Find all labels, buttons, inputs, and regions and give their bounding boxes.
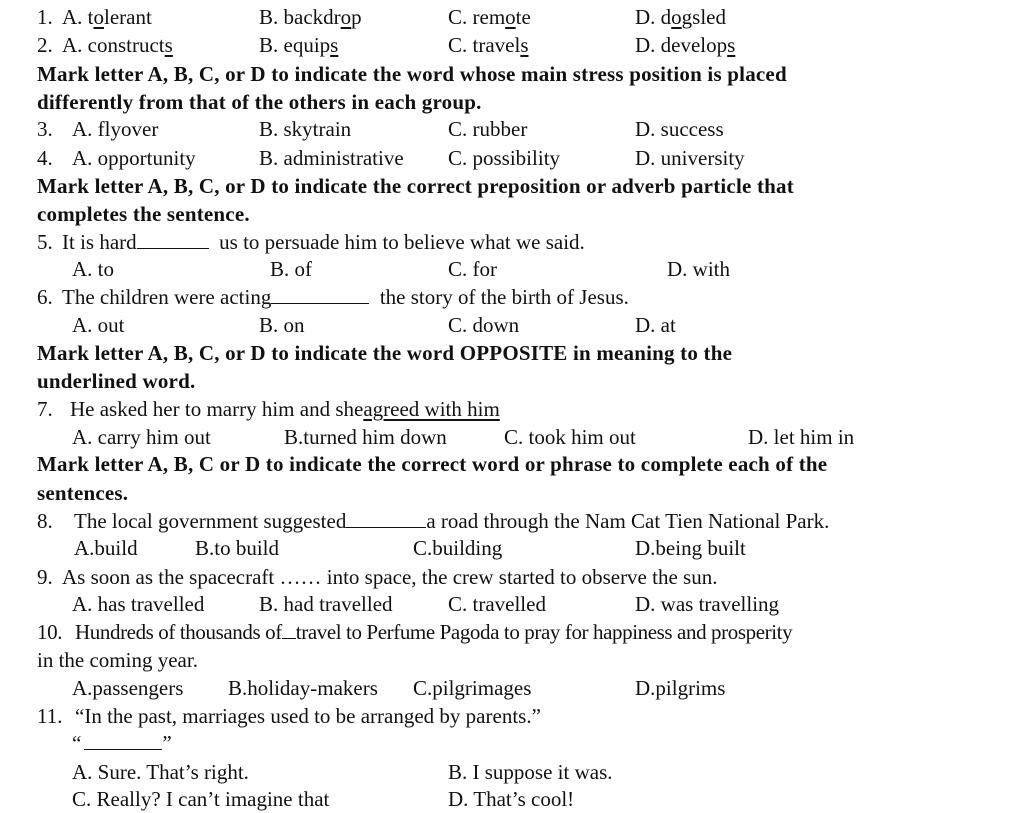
q4-option-a[interactable]: A. opportunity xyxy=(72,146,196,170)
q11-option-c[interactable]: C. Really? I can’t imagine that xyxy=(72,787,330,811)
q9-option-b[interactable]: B. had travelled xyxy=(259,592,393,616)
q5-text: It is hard us to persuade him to believe what we said. xyxy=(62,230,585,254)
q7-text: He asked her to marry him and sheagreed with him xyxy=(70,397,500,421)
q4-option-b[interactable]: B. administrative xyxy=(259,146,404,170)
answer-blank[interactable] xyxy=(137,230,209,249)
q1-number: 1. xyxy=(37,5,53,29)
q4-option-d[interactable]: D. university xyxy=(635,146,745,170)
q11-option-d[interactable]: D. That’s cool! xyxy=(448,787,575,811)
q1-option-d[interactable]: D. dogsled xyxy=(635,5,726,29)
q3-option-d[interactable]: D. success xyxy=(635,117,724,141)
q7-option-b[interactable]: B.turned him down xyxy=(284,425,447,449)
q8-number: 8. xyxy=(37,509,53,533)
q7-option-d[interactable]: D. let him in xyxy=(748,425,855,449)
q11-option-b[interactable]: B. I suppose it was. xyxy=(448,760,613,784)
q5-option-d[interactable]: D. with xyxy=(667,257,730,281)
underlined-phrase: agreed with him xyxy=(363,397,500,421)
q6-option-d[interactable]: D. at xyxy=(635,313,676,337)
q9-option-d[interactable]: D. was travelling xyxy=(635,592,780,616)
q8-text: The local government suggested a road through the Nam Cat Tien National Park. xyxy=(74,509,830,533)
q1-option-c[interactable]: C. remote xyxy=(448,5,531,29)
worksheet-page: 1. A. tolerant B. backdrop C. remote D. dogsled 2. A. constructs B. equips C. travels D. develops Mark letter A, B, C, or D to indicate the word whose main stress position is placed differently from that of the others in each group. 3. A. flyover B. skytrain C. rubber D. success 4. A. opportunity B. administrative C. possibility D. university Mark letter A, B, C, or D to indicate the correct preposition or adverb particle that completes the sentence. 5. It is hard us to persuade him to believe what we said. A. to B. of C. for D. with 6. The children were acting the story of the birth of Jesus. A. out B. on C. down D. at Mark letter A, B, C, or D to indicate the word OPPOSITE in meaning to the underlined word. 7. He asked her to marry him and sheagreed with him A. carry him out B.turned him down C. took him out D. let him in Mark letter A, B, C or D to indicate the correct word or phrase to complete each of the sentences. 8. The local government suggested a road through the Nam Cat Tien National Park. A.build B.to build C.building D.being built 9. As soon as the spacecraft …… into space, the crew started to observe the sun. A. has travelled B. had travelled C. travelled D. was travelling 10. Hundreds of thousands of travel to Perfume Pagoda to pray for happiness and prosperity in the coming year. A.passengers B.holiday-makers C.pilgrimages D.pilgrims 11. “In the past, marriages used to be arranged by parents.” “ ” A. Sure. That’s right. B. I suppose it was. C. Really? I can’t imagine that D. That’s cool! xyxy=(37,5,855,811)
q3-number: 3. xyxy=(37,117,53,141)
q3-option-b[interactable]: B. skytrain xyxy=(259,117,352,141)
q9-number: 9. xyxy=(37,565,53,589)
q5-option-a[interactable]: A. to xyxy=(72,257,114,281)
q3-option-a[interactable]: A. flyover xyxy=(72,117,159,141)
q6-option-b[interactable]: B. on xyxy=(259,313,305,337)
q10-text: Hundreds of thousands of travel to Perfume Pagoda to pray for happiness and prosperity xyxy=(75,620,793,644)
q10-option-a[interactable]: A.passengers xyxy=(72,676,184,700)
q10-number: 10. xyxy=(37,620,63,644)
q8-option-a[interactable]: A.build xyxy=(74,536,138,560)
q9-option-a[interactable]: A. has travelled xyxy=(72,592,205,616)
q5-number: 5. xyxy=(37,230,53,254)
answer-blank[interactable] xyxy=(271,285,369,304)
q5-option-c[interactable]: C. for xyxy=(448,257,497,281)
q9-text: As soon as the spacecraft …… into space, the crew started to observe the sun. xyxy=(62,565,718,589)
q1-option-a[interactable]: A. tolerant xyxy=(62,5,152,29)
answer-blank[interactable] xyxy=(346,509,426,528)
q11-number: 11. xyxy=(37,704,63,728)
q2-number: 2. xyxy=(37,33,53,57)
q1-option-b[interactable]: B. backdrop xyxy=(259,5,362,29)
q7-option-a[interactable]: A. carry him out xyxy=(72,425,211,449)
q2-option-a[interactable]: A. constructs xyxy=(62,33,173,57)
q10-option-c[interactable]: C.pilgrimages xyxy=(413,676,532,700)
q7-number: 7. xyxy=(37,397,53,421)
answer-blank[interactable] xyxy=(84,731,162,750)
q8-option-b[interactable]: B.to build xyxy=(195,536,280,560)
q10-option-d[interactable]: D.pilgrims xyxy=(635,676,726,700)
q6-option-c[interactable]: C. down xyxy=(448,313,520,337)
q11-text: “In the past, marriages used to be arranged by parents.” xyxy=(75,704,541,728)
q6-number: 6. xyxy=(37,285,53,309)
q6-text: The children were acting the story of the birth of Jesus. xyxy=(62,285,629,309)
q5-option-b[interactable]: B. of xyxy=(270,257,312,281)
q11-response-line: “ ” xyxy=(72,731,172,755)
q9-option-c[interactable]: C. travelled xyxy=(448,592,546,616)
q3-option-c[interactable]: C. rubber xyxy=(448,117,528,141)
q4-option-c[interactable]: C. possibility xyxy=(448,146,561,170)
q8-option-c[interactable]: C.building xyxy=(413,536,503,560)
q2-option-b[interactable]: B. equips xyxy=(259,33,339,57)
q2-option-c[interactable]: C. travels xyxy=(448,33,529,57)
answer-blank[interactable] xyxy=(282,620,296,639)
q6-option-a[interactable]: A. out xyxy=(72,313,125,337)
q11-option-a[interactable]: A. Sure. That’s right. xyxy=(72,760,249,784)
q10-option-b[interactable]: B.holiday-makers xyxy=(228,676,378,700)
q8-option-d[interactable]: D.being built xyxy=(635,536,746,560)
q4-number: 4. xyxy=(37,146,53,170)
q2-option-d[interactable]: D. develops xyxy=(635,33,736,57)
q7-option-c[interactable]: C. took him out xyxy=(504,425,636,449)
